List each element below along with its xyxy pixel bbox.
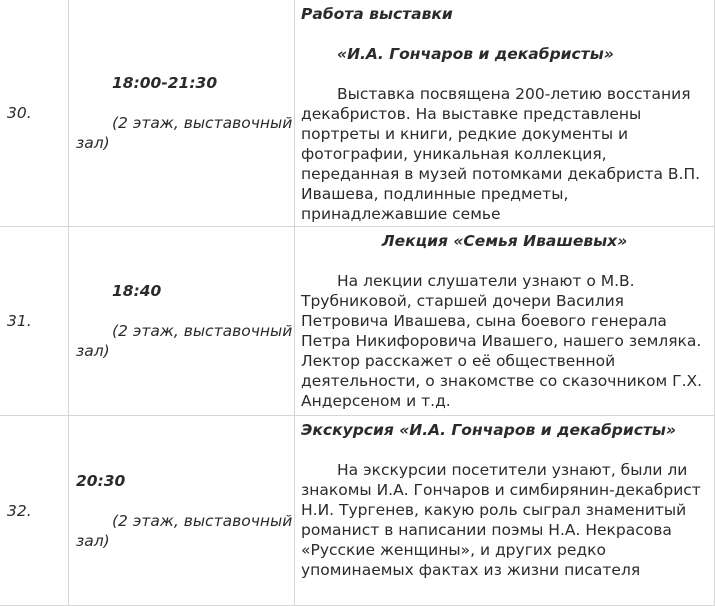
event-number: 32. <box>7 501 32 520</box>
event-number-cell <box>0 0 69 227</box>
event-time-cell <box>69 416 295 606</box>
event-location: (2 этаж, выставочный зал) <box>76 322 293 360</box>
event-description-cell <box>295 0 715 227</box>
table-row <box>0 227 715 416</box>
event-description: На лекции слушатели узнают о М.В. Трубниковой, старшей дочери Василия Петровича Ивашева, сына боевого генерала Петра Никифоровича Ивашего, нашего земляка. Лектор расскажет о её общественной деятельности, о знакомстве со сказочником Г.Х. Андерсеном и т.д. <box>301 272 703 410</box>
event-title: Работа выставки <box>301 5 453 23</box>
event-number: 30. <box>7 104 32 122</box>
event-description: На экскурсии посетители узнают, были ли знакомы И.А. Гончаров и симбирянин-декабрист Н.И. Тургенев, какую роль сыграл знаменитый романист в написании поэмы Н.А. Некрасова «Русские женщины», и других редко упоминаемых фактах из жизни писателя <box>301 461 701 579</box>
event-time: 18:40 <box>112 282 162 300</box>
event-title: Лекция «Семья Ивашевых» <box>381 232 628 250</box>
event-time-cell <box>69 227 295 416</box>
table-row <box>0 416 715 606</box>
event-time: 18:00-21:30 <box>112 74 218 92</box>
event-number: 31. <box>7 312 32 330</box>
event-description-cell <box>295 416 715 606</box>
table-row <box>0 0 715 227</box>
event-subtitle: «И.А. Гончаров и декабристы» <box>337 45 614 63</box>
event-description: Выставка посвящена 200-летию восстания декабристов. На выставке представлены портреты и книги, редкие документы и фотографии, уникальная коллекция, переданная в музей потомками декабриста В.П. Ивашева, подлинные предметы, принадлежавшие семье <box>301 85 701 223</box>
event-location: (2 этаж, выставочный зал) <box>76 114 293 152</box>
event-title: Экскурсия «И.А. Гончаров и декабристы» <box>301 421 677 439</box>
event-time-cell <box>69 0 295 227</box>
event-number-cell <box>0 416 69 606</box>
event-time: 20:30 <box>76 471 126 490</box>
event-location: (2 этаж, выставочный зал) <box>76 511 293 550</box>
event-description-cell <box>295 227 715 416</box>
event-number-cell <box>0 227 69 416</box>
